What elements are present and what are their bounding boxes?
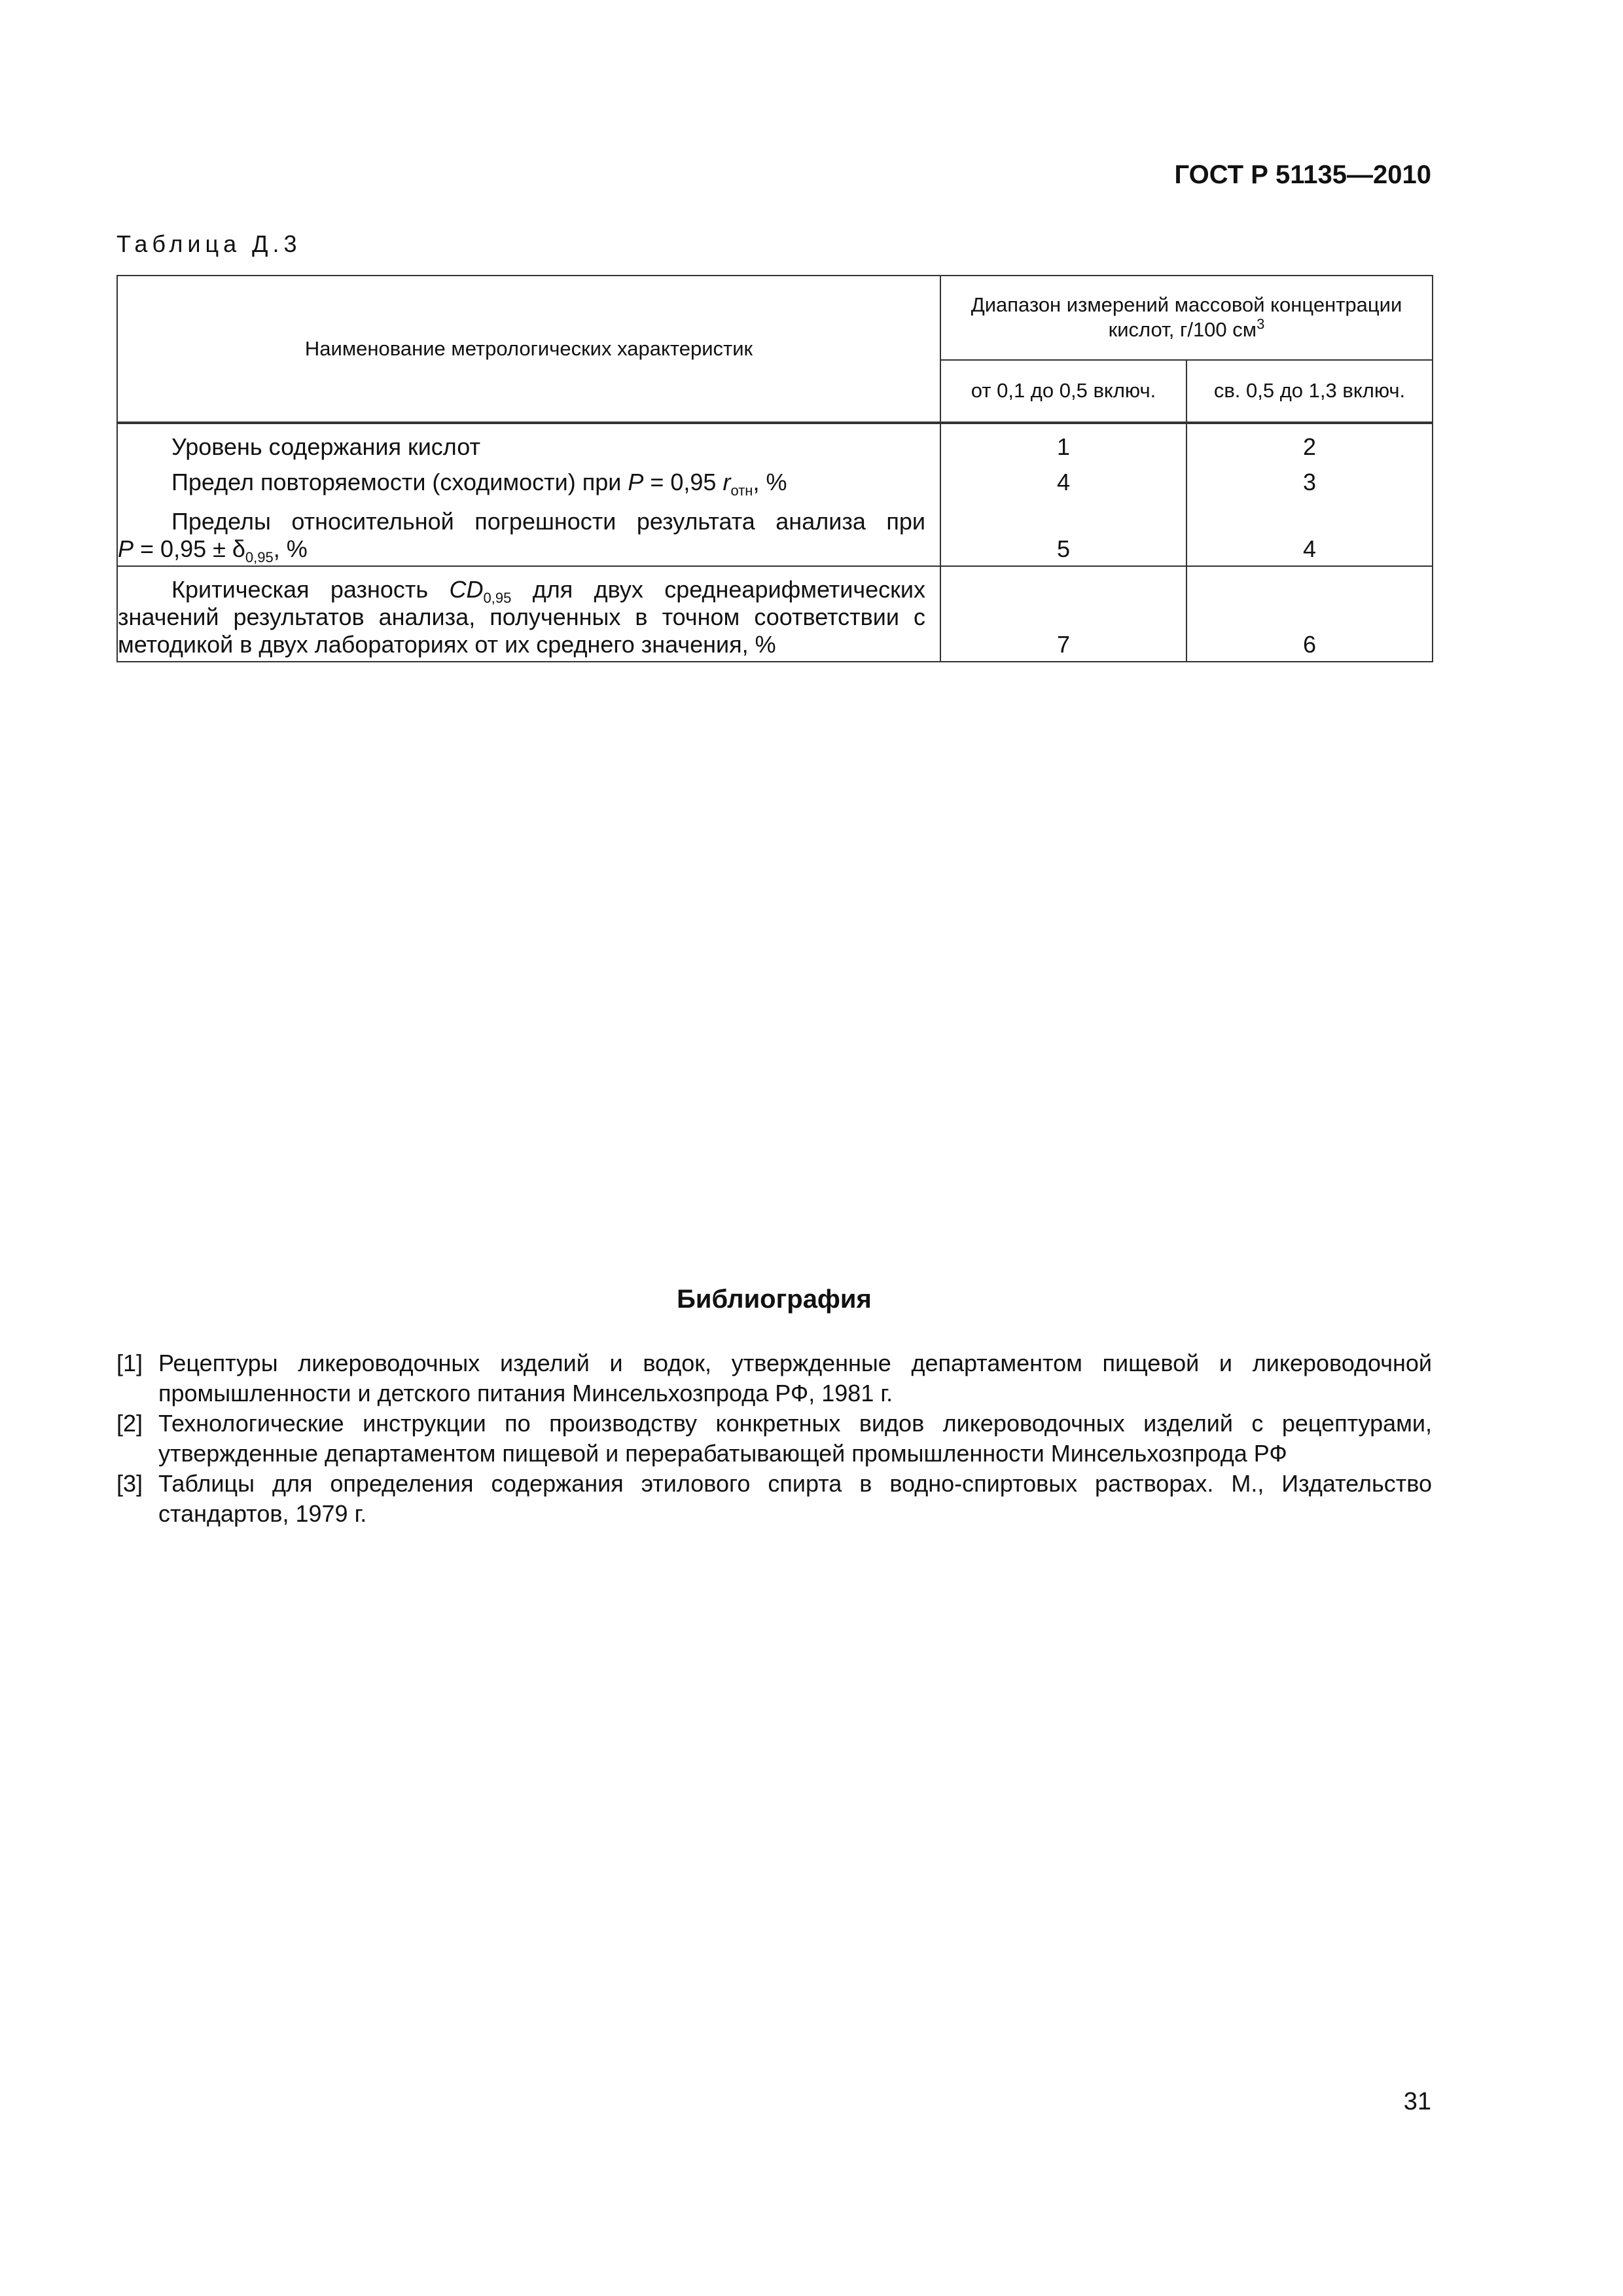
page-number: 31 (1403, 2088, 1431, 2115)
list-item (116, 1469, 1432, 1529)
table-caption: Таблица Д.3 (116, 230, 302, 257)
row-value: 1 (940, 423, 1186, 463)
bibliography-title: Библиография (677, 1285, 872, 1314)
row-value: 5 (940, 499, 1186, 566)
bib-number: [2] (116, 1410, 143, 1437)
list-item (116, 1408, 1432, 1469)
row-name: Пределы относительной погрешности результата анализа при $P = 0,95 \pm \delta_{0,95}$, % (117, 499, 940, 566)
row-value: 7 (940, 566, 1186, 662)
bibliography-list (116, 1348, 1432, 1529)
bib-number: [3] (116, 1470, 143, 1497)
table-row (117, 566, 1433, 662)
metrology-table (116, 275, 1433, 662)
bib-text: Таблицы для определения содержания этилового спирта в водно-спиртовых растворах. М., Издательство стандартов, 1979 г. (158, 1470, 1432, 1527)
range-header-superscript: 3 (1257, 315, 1265, 332)
row-name: Уровень содержания кислот (117, 423, 940, 463)
row-value: 6 (1186, 566, 1433, 662)
column-header-name: Наименование метрологических характеристик (117, 276, 940, 423)
row-value: 2 (1186, 423, 1433, 463)
row-value: 4 (1186, 499, 1433, 566)
list-item (116, 1348, 1432, 1408)
subheader-range-1: от 0,1 до 0,5 включ. (940, 360, 1186, 423)
table-row (117, 463, 1433, 499)
row-name: Критическая разность $CD_{0,95}$ для двух среднеарифметических значений результатов анализа, полученных в точном соответствии с методикой в двух лабораториях от их среднего значения, % (117, 566, 940, 662)
standard-number: ГОСТ Р 51135—2010 (1174, 160, 1431, 189)
table-row (117, 499, 1433, 566)
subheader-range-2: св. 0,5 до 1,3 включ. (1186, 360, 1433, 423)
range-header-text: Диапазон измерений массовой концентрации кислот, г/100 см (971, 293, 1402, 342)
table-row (117, 423, 1433, 463)
row-value: 4 (940, 463, 1186, 499)
bib-number: [1] (116, 1350, 143, 1376)
row-name: Предел повторяемости (сходимости) при P = 0,95 $r_{отн}$, % (117, 463, 940, 499)
bib-text: Технологические инструкции по производству конкретных видов ликероводочных изделий с рецептурами, утвержденные департаментом пищевой и перерабатывающей промышленности Минсельхозпрода РФ (158, 1410, 1432, 1467)
row-value: 3 (1186, 463, 1433, 499)
bib-text: Рецептуры ликероводочных изделий и водок, утвержденные департаментом пищевой и ликероводочной промышленности и детского питания Минсельхозпрода РФ, 1981 г. (158, 1350, 1432, 1407)
column-header-range (940, 276, 1433, 360)
